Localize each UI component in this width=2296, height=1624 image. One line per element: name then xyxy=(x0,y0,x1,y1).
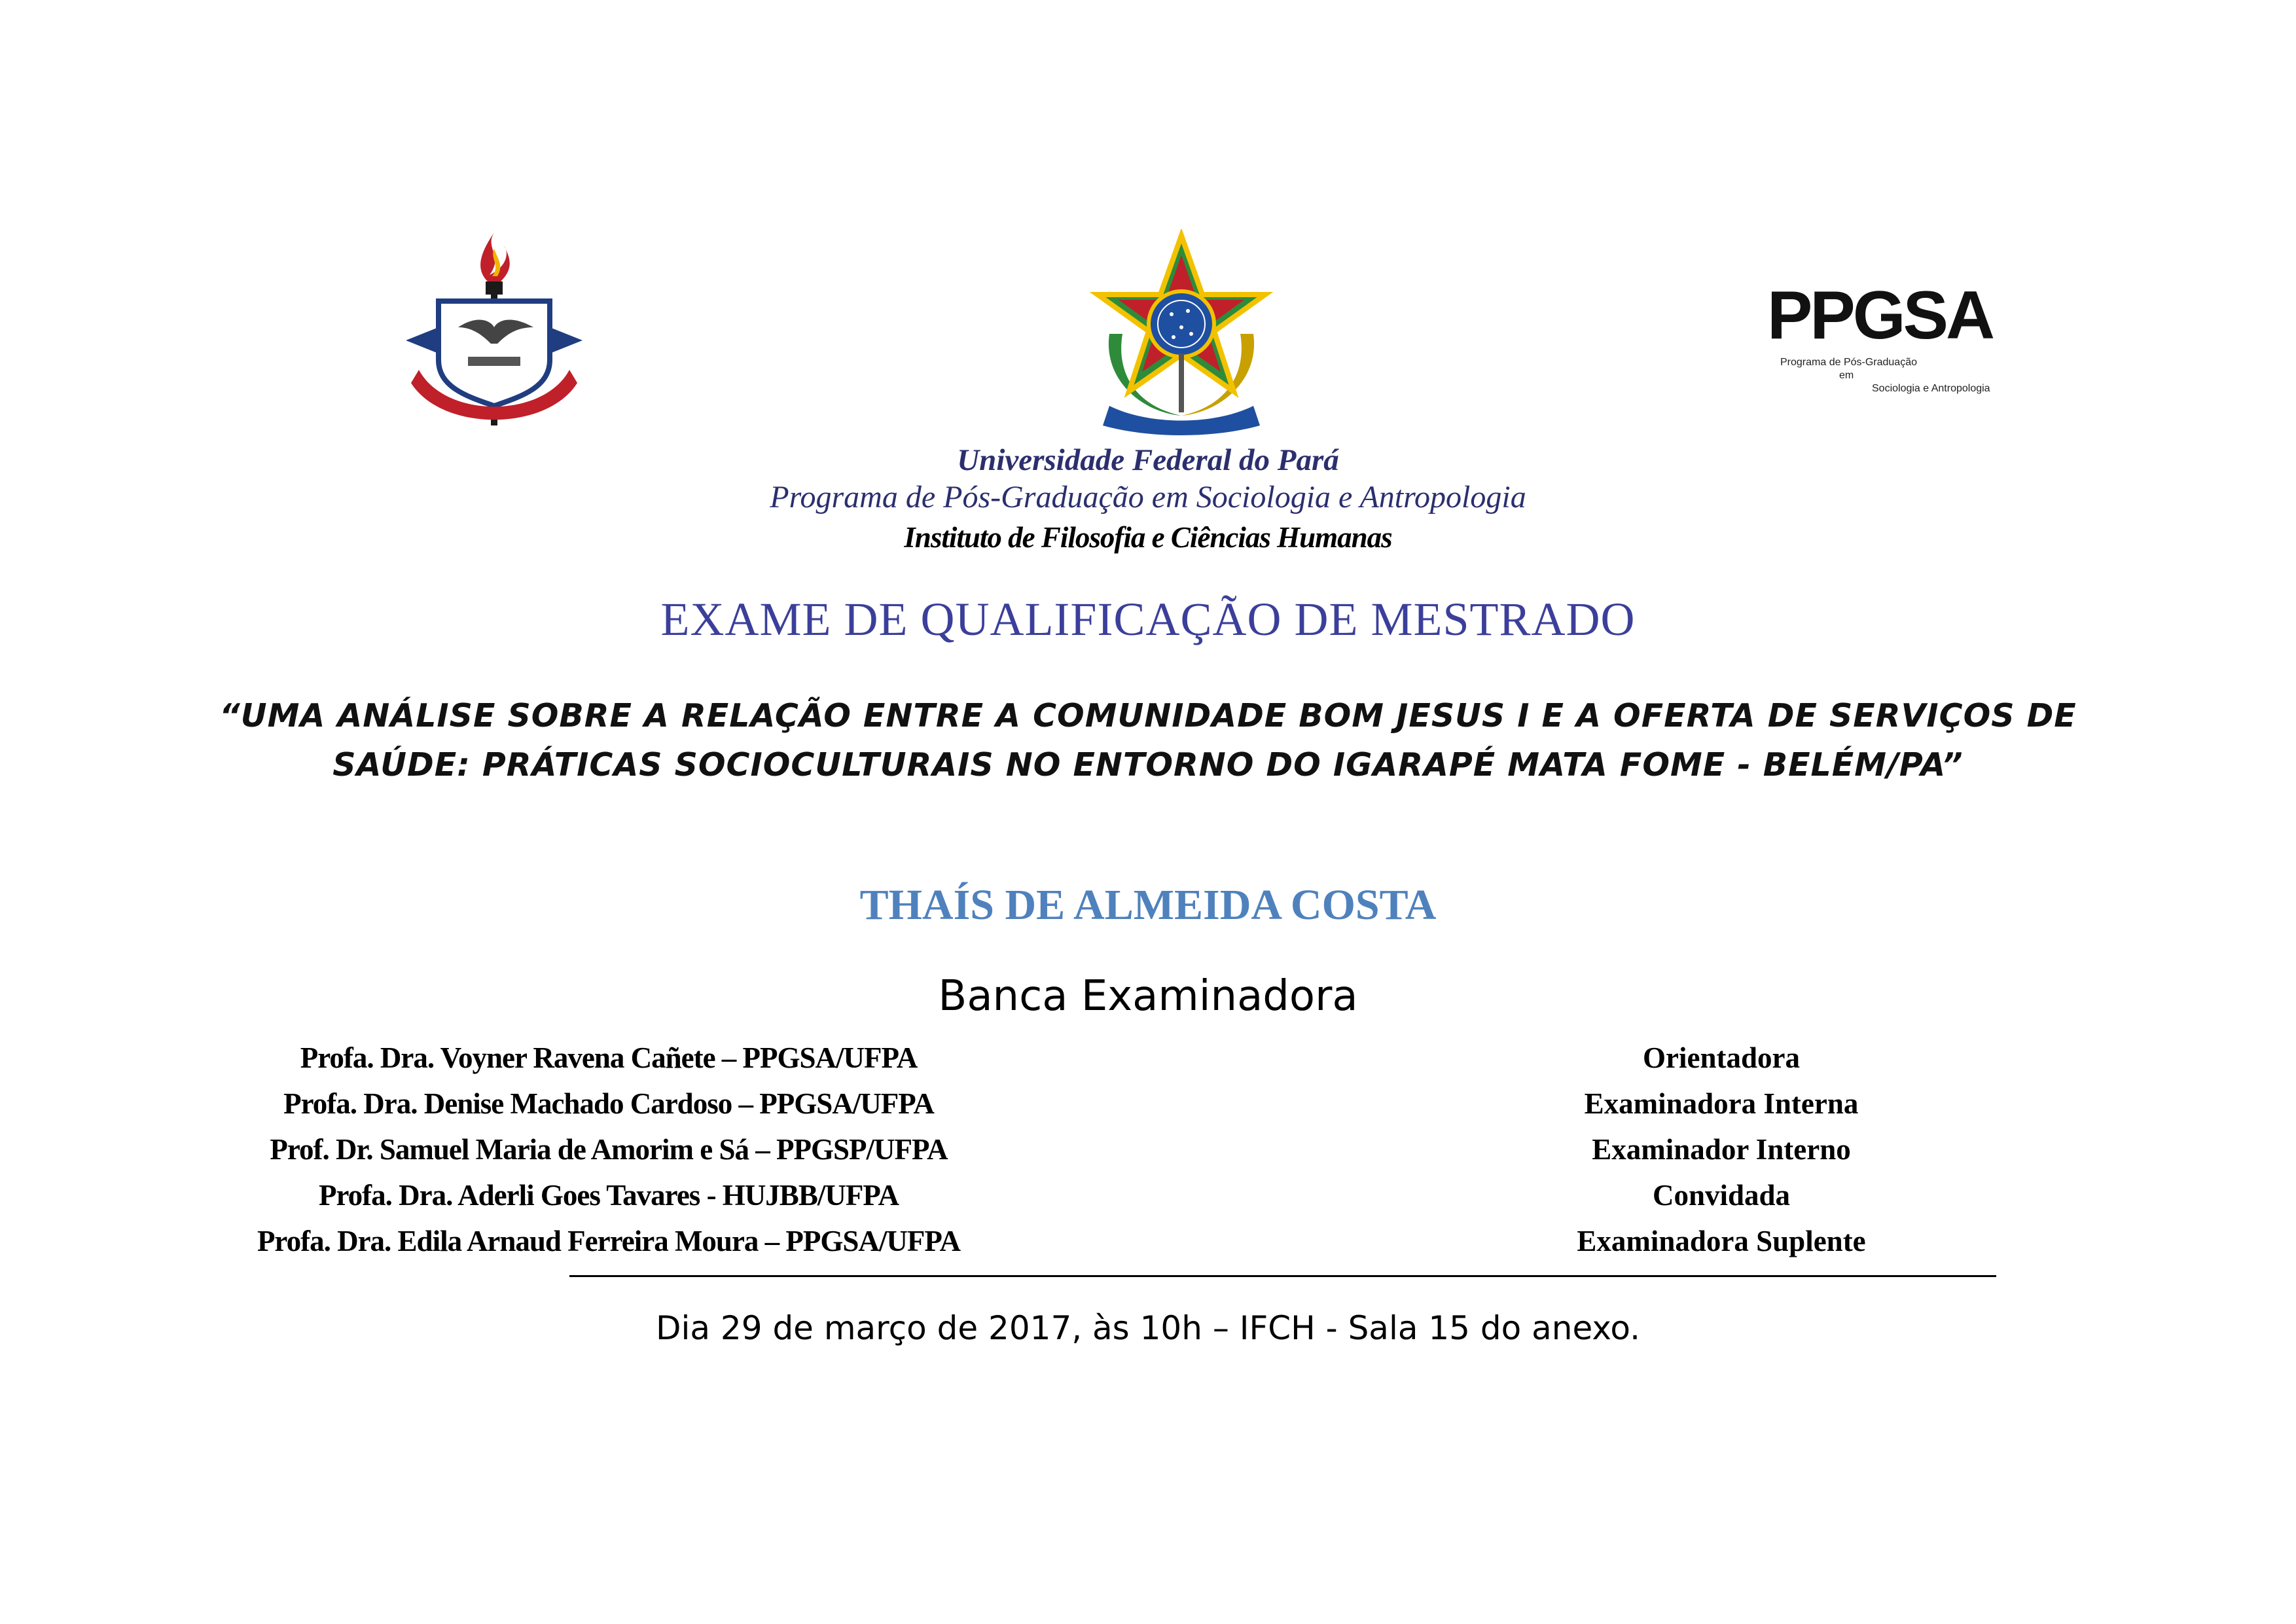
institute-name: Instituto de Filosofia e Ciências Humanas xyxy=(904,521,1392,554)
ppgsa-logo xyxy=(1767,278,2003,425)
thesis-title-line-1: “UMA ANÁLISE SOBRE A RELAÇÃO ENTRE A COMUNIDADE BOM JESUS I E A OFERTA DE SERVIÇOS DE xyxy=(219,697,2077,734)
ufpa-logo xyxy=(406,229,583,439)
event-date-location: Dia 29 de março de 2017, às 10h – IFCH - Sala 15 do anexo. xyxy=(656,1309,1640,1347)
university-name: Universidade Federal do Pará xyxy=(957,443,1339,477)
ppgsa-subtitle-3: Sociologia e Antropologia xyxy=(1872,383,1990,394)
ufpa-seal-icon xyxy=(406,229,583,439)
ppgsa-subtitle-1: Programa de Pós-Graduação xyxy=(1780,357,1917,368)
banca-member-name: Profa. Dra. Denise Machado Cardoso – PPGSA/UFPA xyxy=(283,1087,934,1120)
banca-member-name: Profa. Dra. Voyner Ravena Cañete – PPGSA/UFPA xyxy=(300,1041,918,1074)
banca-member-role: Examinadora Interna xyxy=(1584,1087,1859,1120)
banca-member-role: Examinador Interno xyxy=(1592,1133,1851,1166)
banca-member-role: Convidada xyxy=(1652,1179,1791,1212)
banca-member-role: Examinadora Suplente xyxy=(1577,1225,1866,1257)
thesis-title-line-2: SAÚDE: PRÁTICAS SOCIOCULTURAIS NO ENTORNO DO IGARAPÉ MATA FOME - BELÉM/PA” xyxy=(332,746,1964,784)
divider-line xyxy=(569,1275,1996,1277)
banca-title: Banca Examinadora xyxy=(938,972,1358,1020)
banca-member-name: Prof. Dr. Samuel Maria de Amorim e Sá – PPGSP/UFPA xyxy=(270,1133,948,1166)
ppgsa-wordmark: PPGSA xyxy=(1767,278,1993,353)
brasil-coat-of-arms-icon xyxy=(1083,229,1280,439)
candidate-name: THAÍS DE ALMEIDA COSTA xyxy=(859,881,1437,929)
brasil-coat-of-arms-logo xyxy=(1083,229,1280,439)
exam-title: EXAME DE QUALIFICAÇÃO DE MESTRADO xyxy=(660,593,1636,645)
banca-member-name: Profa. Dra. Aderli Goes Tavares - HUJBB/UFPA xyxy=(319,1179,899,1212)
banca-member-name: Profa. Dra. Edila Arnaud Ferreira Moura – PPGSA/UFPA xyxy=(257,1225,961,1257)
banca-member-role: Orientadora xyxy=(1643,1041,1800,1074)
program-name: Programa de Pós-Graduação em Sociologia e Antropologia xyxy=(770,480,1526,514)
ppgsa-subtitle-2: em xyxy=(1839,370,1854,381)
